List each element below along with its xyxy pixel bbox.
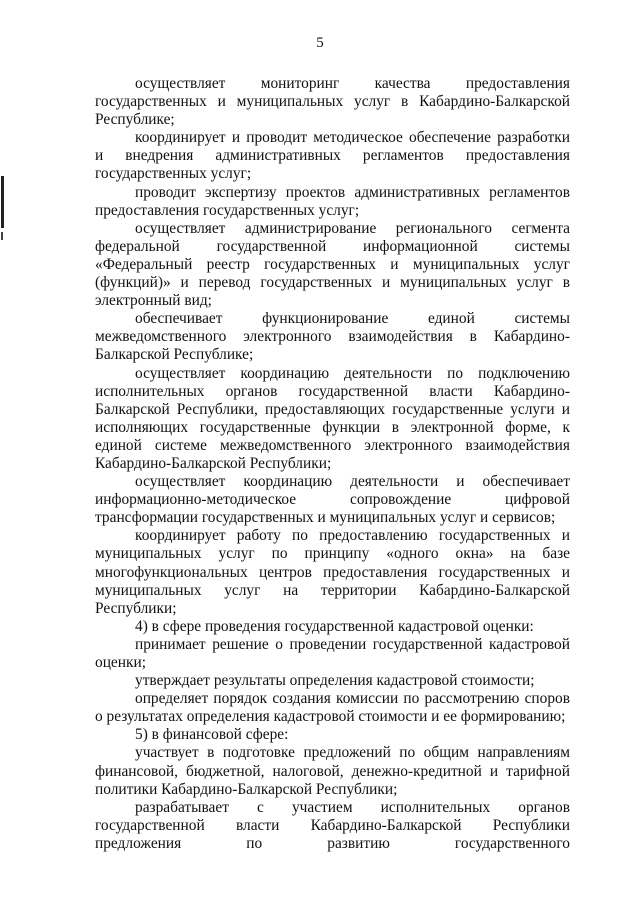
- paragraph: принимает решение о проведении государственной кадастровой оценки;: [95, 635, 570, 671]
- page-number: 5: [316, 35, 324, 51]
- paragraph: обеспечивает функционирование единой системы межведомственного электронного взаимодействия в Кабардино-Балкарской Республике;: [95, 310, 570, 364]
- paragraph: координирует и проводит методическое обеспечение разработки и внедрения административных регламентов предоставления государственных услуг;: [95, 129, 570, 183]
- paragraph: осуществляет координацию деятельности по подключению исполнительных органов государственной власти Кабардино-Балкарской Республики, предоставляющих государственные услуги и исполняющих государственные функции в электронной форме, к единой системе межведомственного электронного взаимодействия Кабардино-Балкарской Республики;: [95, 364, 570, 472]
- scan-margin-mark: [1, 176, 4, 228]
- paragraph: участвует в подготовке предложений по общим направлениям финансовой, бюджетной, налоговой, денежно-кредитной и тарифной политики Кабардино-Балкарской Республики;: [95, 744, 570, 798]
- paragraph: координирует работу по предоставлению государственных и муниципальных услуг по принципу «одного окна» на базе многофункциональных центров предоставления государственных и муниципальных услуг на территории Кабардино-Балкарской Республики;: [95, 527, 570, 617]
- paragraph: осуществляет администрирование регионального сегмента федеральной государственной информационной системы «Федеральный реестр государственных и муниципальных услуг (функций)» и перевод государственных и муниципальных услуг в электронный вид;: [95, 219, 570, 310]
- paragraph: 5) в финансовой сфере:: [135, 726, 289, 744]
- document-body: [95, 75, 570, 853]
- paragraph: осуществляет координацию деятельности и обеспечивает информационно-методическое сопровождение цифровой трансформации государственных и муниципальных услуг и сервисов;: [95, 473, 570, 527]
- paragraph: разрабатывает с участием исполнительных органов государственной власти Кабардино-Балкарской Республики предложения по развитию государственного: [95, 798, 570, 852]
- paragraph: утверждает результаты определения кадастровой стоимости;: [135, 672, 535, 690]
- paragraph: осуществляет мониторинг качества предоставления государственных и муниципальных услуг в Кабардино-Балкарской Республике;: [95, 75, 570, 129]
- paragraph: 4) в сфере проведения государственной кадастровой оценки:: [135, 617, 534, 635]
- paragraph: проводит экспертизу проектов административных регламентов предоставления государственных услуг;: [95, 183, 570, 219]
- paragraph: определяет порядок создания комиссии по рассмотрению споров о результатах определения кадастровой стоимости и ее формированию;: [95, 690, 570, 726]
